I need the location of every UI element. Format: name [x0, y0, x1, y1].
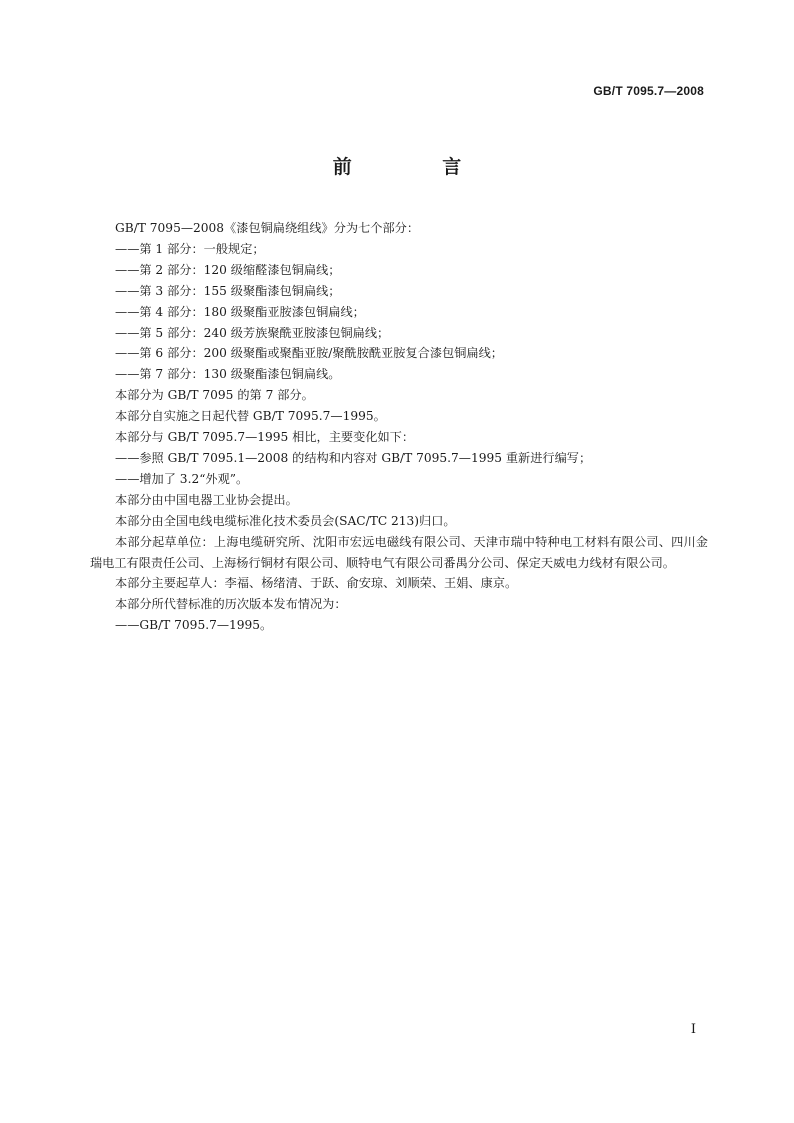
- list-item-part-5: ——第 5 部分：240 级芳族聚酰亚胺漆包铜扁线；: [115, 325, 390, 340]
- list-item-change-2: ——增加了 3.2“外观”。: [115, 471, 249, 486]
- list-item-previous-edition: ——GB/T 7095.7—1995。: [115, 618, 273, 633]
- page-number: I: [690, 1022, 696, 1037]
- standard-code: GB/T 7095.7—2008: [593, 84, 704, 98]
- list-item-part-2: ——第 2 部分：120 级缩醛漆包铜扁线；: [115, 262, 341, 277]
- paragraph-administered-by: 本部分由全国电线电缆标准化技术委员会(SAC/TC 213)归口。: [115, 513, 456, 528]
- list-item-part-3: ——第 3 部分：155 级聚酯漆包铜扁线；: [115, 283, 341, 298]
- paragraph-changes-intro: 本部分与 GB/T 7095.7—1995 相比，主要变化如下：: [115, 430, 415, 445]
- paragraph-previous-editions-intro: 本部分所代替标准的历次版本发布情况为：: [115, 597, 347, 612]
- paragraph-part-statement: 本部分为 GB/T 7095 的第 7 部分。: [115, 388, 314, 403]
- paragraph-proposed-by: 本部分由中国电器工业协会提出。: [115, 492, 298, 507]
- list-item-part-6: ——第 6 部分：200 级聚酯或聚酯亚胺/聚酰胺酰亚胺复合漆包铜扁线；: [115, 346, 503, 361]
- paragraph-drafting-units: 本部分起草单位：上海电缆研究所、沈阳市宏远电磁线有限公司、天津市瑞中特种电工材料有限公司、四川金瑞电工有限责任公司、上海杨行铜材有限公司、顺特电气有限公司番禺分公司、保定天威电力线材有限公司。: [90, 534, 708, 570]
- list-item-part-7: ——第 7 部分：130 级聚酯漆包铜扁线。: [115, 367, 341, 382]
- paragraph-drafters: 本部分主要起草人：李福、杨绪清、于跃、俞安琼、刘顺荣、王娟、康京。: [115, 576, 518, 591]
- document-body: [90, 218, 708, 636]
- paragraph-replacement: 本部分自实施之日起代替 GB/T 7095.7—1995。: [115, 409, 386, 424]
- list-item-part-4: ——第 4 部分：180 级聚酯亚胺漆包铜扁线；: [115, 304, 365, 319]
- paragraph-parts-intro: GB/T 7095—2008《漆包铜扁绕组线》分为七个部分：: [115, 221, 420, 235]
- list-item-change-1: ——参照 GB/T 7095.1—2008 的结构和内容对 GB/T 7095.7—1995 重新进行编写；: [115, 450, 592, 465]
- page-title: 前 言: [332, 156, 504, 178]
- list-item-part-1: ——第 1 部分：一般规定；: [115, 241, 265, 256]
